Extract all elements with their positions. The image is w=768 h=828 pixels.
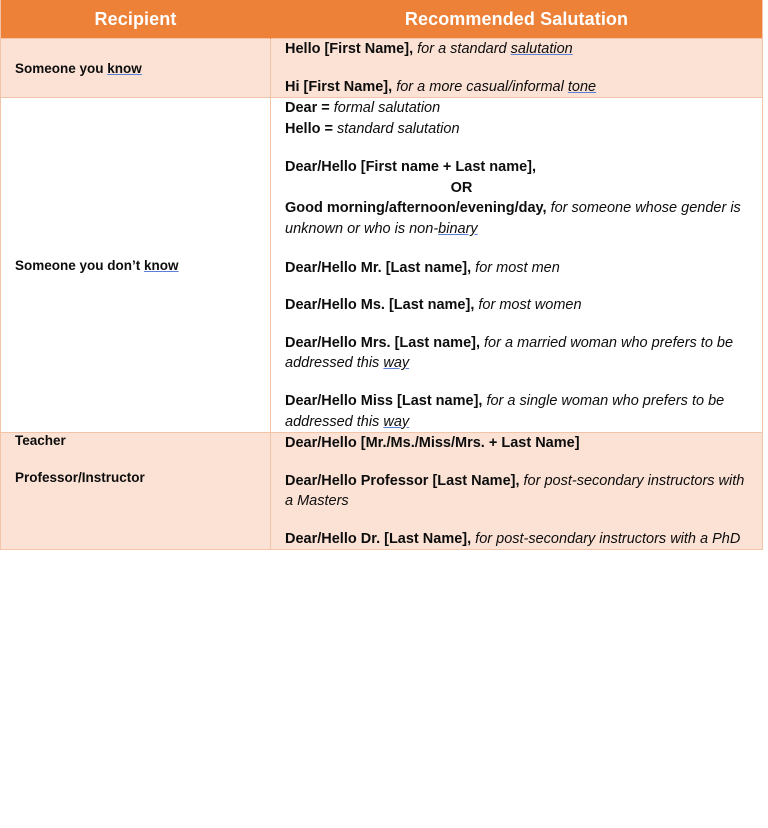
salutation-entry [285, 295, 748, 316]
recipient-text-underlined: know [107, 60, 142, 76]
salutation-bold: Dear/Hello Dr. [Last Name], [285, 530, 472, 547]
definition-term: Hello = [285, 120, 333, 137]
salutation-bold: Dear/Hello Mrs. [Last name], [285, 334, 480, 351]
salutation-or-group [285, 157, 748, 239]
definition-term: Dear = [285, 100, 330, 117]
salutation-entry [285, 258, 748, 279]
salutation-entry [285, 77, 748, 98]
salutation-definition [285, 119, 748, 140]
salutation-note-pre: for a single woman who prefers to be addressed this [285, 392, 725, 430]
table-row [1, 98, 763, 433]
salutation-note-pre: for most women [474, 297, 582, 314]
recipient-label [15, 61, 260, 76]
salutation-note-pre: for a standard [413, 41, 511, 57]
salutation-bold: Dear/Hello Mr. [Last name], [285, 259, 472, 276]
salutation-bold: Hello [First Name], [285, 41, 414, 57]
salutation-note-pre: for post-secondary instructors with a Masters [285, 472, 745, 510]
salutation-entry [285, 391, 748, 432]
salutation-entry [285, 198, 748, 239]
definition-meaning: standard salutation [332, 120, 460, 137]
recipient-cell-teacher-professor [1, 433, 271, 550]
recipient-label-professor: Professor/Instructor [15, 470, 145, 486]
salutation-note-pre: for post-secondary instructors with a PhD [471, 530, 741, 547]
salutation-entry [285, 471, 748, 512]
salutation-note-underlined: tone [567, 78, 597, 95]
salutation-bold: Dear/Hello Miss [Last name], [285, 392, 483, 409]
salutation-entry [285, 433, 748, 454]
salutation-bold: Dear/Hello [Mr./Ms./Miss/Mrs. + Last Name] [285, 435, 580, 452]
recipient-text-underlined: know [144, 257, 179, 273]
column-header-recipient: Recipient [1, 0, 271, 39]
salutation-note-pre: for a more casual/informal [392, 78, 568, 95]
salutation-bold: Good morning/afternoon/evening/day, [285, 200, 547, 217]
salutation-cell-someone-you-know [271, 39, 763, 98]
recipient-label [15, 258, 260, 273]
salutation-note-underlined: way [383, 355, 410, 372]
table-header [1, 0, 763, 39]
salutation-note-underlined: salutation [510, 41, 573, 57]
salutation-cell-teacher-professor [271, 433, 763, 550]
salutation-note-pre: for someone whose gender is unknown or who is non- [285, 200, 741, 238]
column-header-salutation: Recommended Salutation [271, 0, 763, 39]
definition-meaning: formal salutation [329, 100, 441, 117]
salutation-note-pre: for a married woman who prefers to be addressed this [285, 334, 734, 372]
salutation-bold: Dear/Hello Professor [Last Name], [285, 472, 520, 489]
salutation-note-underlined: binary [438, 221, 478, 238]
salutation-entry [285, 333, 748, 374]
salutation-bold: Dear/Hello Ms. [Last name], [285, 297, 475, 314]
salutation-entry [285, 529, 748, 550]
salutation-bold: Hi [First Name], [285, 78, 393, 95]
recipient-cell-someone-you-know [1, 39, 271, 98]
recipient-text-pre: Someone you don’t [15, 257, 145, 273]
header-row [1, 0, 763, 39]
recipient-text-pre: Someone you [15, 60, 108, 76]
salutation-definition [285, 98, 748, 119]
recipient-cell-someone-you-dont-know [1, 98, 271, 433]
table-row [1, 433, 763, 550]
salutation-entry [285, 157, 748, 178]
recipient-label-teacher: Teacher [15, 433, 66, 449]
salutation-cell-someone-you-dont-know [271, 98, 763, 433]
or-separator-label: OR [450, 179, 473, 196]
salutation-note-underlined: way [383, 413, 410, 430]
salutation-note-pre: for most men [471, 259, 560, 276]
table-body [1, 39, 763, 550]
salutation-bold: Dear/Hello [First name + Last name], [285, 159, 537, 176]
table-row [1, 39, 763, 98]
salutation-entry [285, 39, 748, 60]
